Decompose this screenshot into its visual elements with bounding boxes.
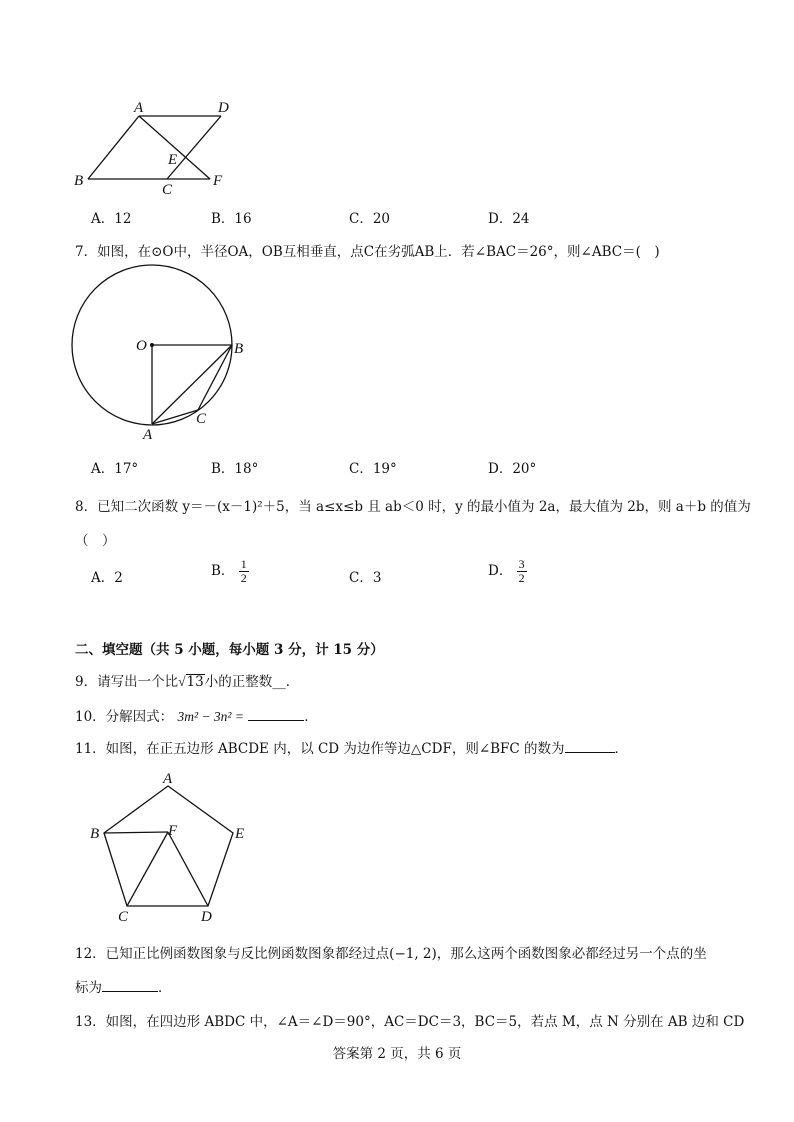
frac-numerator: 1 — [240, 557, 247, 571]
q11-answer-blank — [565, 740, 615, 753]
label-d: D — [218, 100, 229, 116]
label-e: E — [168, 152, 178, 168]
section-2-title: 二、填空题（共 5 小题，每小题 3 分，计 15 分） — [75, 642, 384, 658]
pentagon-abcde — [104, 786, 233, 906]
label-d: D — [201, 909, 212, 922]
q6-option-b: B．16 — [211, 211, 252, 227]
q7-option-c: C．19° — [349, 461, 397, 477]
label-f: F — [213, 173, 223, 189]
page-footer: 答案第 2 页，共 6 页 — [332, 1046, 462, 1062]
q8-option-c: C．3 — [349, 570, 382, 586]
q9-prefix: 9．请写出一个比 — [75, 674, 179, 690]
segment-df — [168, 832, 208, 906]
q8-option-d-label: D． — [488, 563, 513, 579]
label-b: B — [74, 173, 84, 189]
label-a: A — [163, 771, 173, 787]
frac-denominator: 2 — [240, 571, 247, 585]
q8-option-a: A．2 — [91, 570, 123, 586]
q10-question — [75, 705, 318, 725]
q8-question-text: 8．已知二次函数 y＝－(x－1)²＋5，当 a≤x≤b 且 ab＜0 时，y 的最小值为 2a，最大值为 2b，则 a＋b 的值为 — [75, 499, 751, 515]
q6-parallelogram-figure — [68, 96, 238, 198]
label-f: F — [168, 823, 178, 839]
q10-answer-blank — [248, 708, 304, 721]
label-o: O — [136, 338, 147, 354]
q8-question-paren: （ ） — [75, 533, 116, 549]
q8-option-b — [211, 558, 249, 585]
q8-option-d — [488, 558, 527, 585]
q6-option-a: A．12 — [91, 211, 132, 227]
frac-denominator: 2 — [518, 571, 525, 585]
label-c: C — [118, 909, 129, 922]
q7-option-d: D．20° — [488, 461, 537, 477]
q11-text: 11．如图，在正五边形 ABCDE 内，以 CD 为边作等边△CDF，则∠BFC 的数为 — [75, 741, 565, 757]
segment-bf — [104, 832, 168, 833]
label-a: A — [143, 427, 153, 443]
q12-answer-blank — [102, 979, 158, 992]
q9-suffix: 小的正整数__． — [204, 674, 300, 690]
label-e: E — [235, 826, 245, 842]
q6-option-c: C．20 — [349, 211, 391, 227]
frac-numerator: 3 — [518, 557, 525, 571]
q8-option-d-fraction — [517, 558, 527, 585]
q10-suffix: ． — [304, 709, 318, 725]
q11-pentagon-figure — [84, 770, 264, 922]
q12-text-line2: 标为 — [75, 980, 102, 996]
q13-question-text: 13．如图，在四边形 ABDC 中，∠A＝∠D＝90°，AC＝DC＝3，BC＝5，若点 M，点 N 分别在 AB 边和 CD — [75, 1014, 745, 1030]
sqrt-sign: √ — [178, 674, 186, 689]
q7-option-a: A．17° — [91, 461, 139, 477]
q10-expression: 3m² − 3n² = — [177, 709, 244, 724]
q10-prefix: 10．分解因式： — [75, 709, 174, 725]
q6-option-d: D．24 — [488, 211, 530, 227]
q8-option-b-fraction — [239, 558, 249, 585]
q9-question — [75, 670, 299, 690]
label-a: A — [134, 100, 144, 116]
q12-suffix: ． — [158, 980, 172, 996]
q8-option-b-label: B． — [211, 563, 235, 579]
q7-circle-figure — [66, 264, 266, 444]
q11-question — [75, 737, 628, 757]
label-b: B — [90, 826, 100, 842]
label-b: B — [234, 341, 244, 357]
q7-question-text: 7．如图，在⊙O中，半径OA，OB互相垂直，点C在劣弧AB上．若∠BAC＝26°，则∠ABC＝( ) — [75, 244, 660, 260]
q9-radicand: 13 — [186, 674, 204, 690]
segment-ab — [88, 116, 139, 179]
q11-suffix: ． — [614, 741, 629, 757]
chord-bc — [198, 345, 232, 410]
label-c: C — [196, 411, 207, 427]
q7-option-b: B．18° — [211, 461, 259, 477]
segment-cf — [127, 832, 168, 906]
q12-question-line2 — [75, 976, 172, 996]
q12-question-line1: 12．已知正比例函数图象与反比例函数图象都经过点(−1, 2)，那么这两个函数图象必都经过另一个点的坐 — [75, 946, 707, 962]
label-c: C — [162, 182, 173, 198]
